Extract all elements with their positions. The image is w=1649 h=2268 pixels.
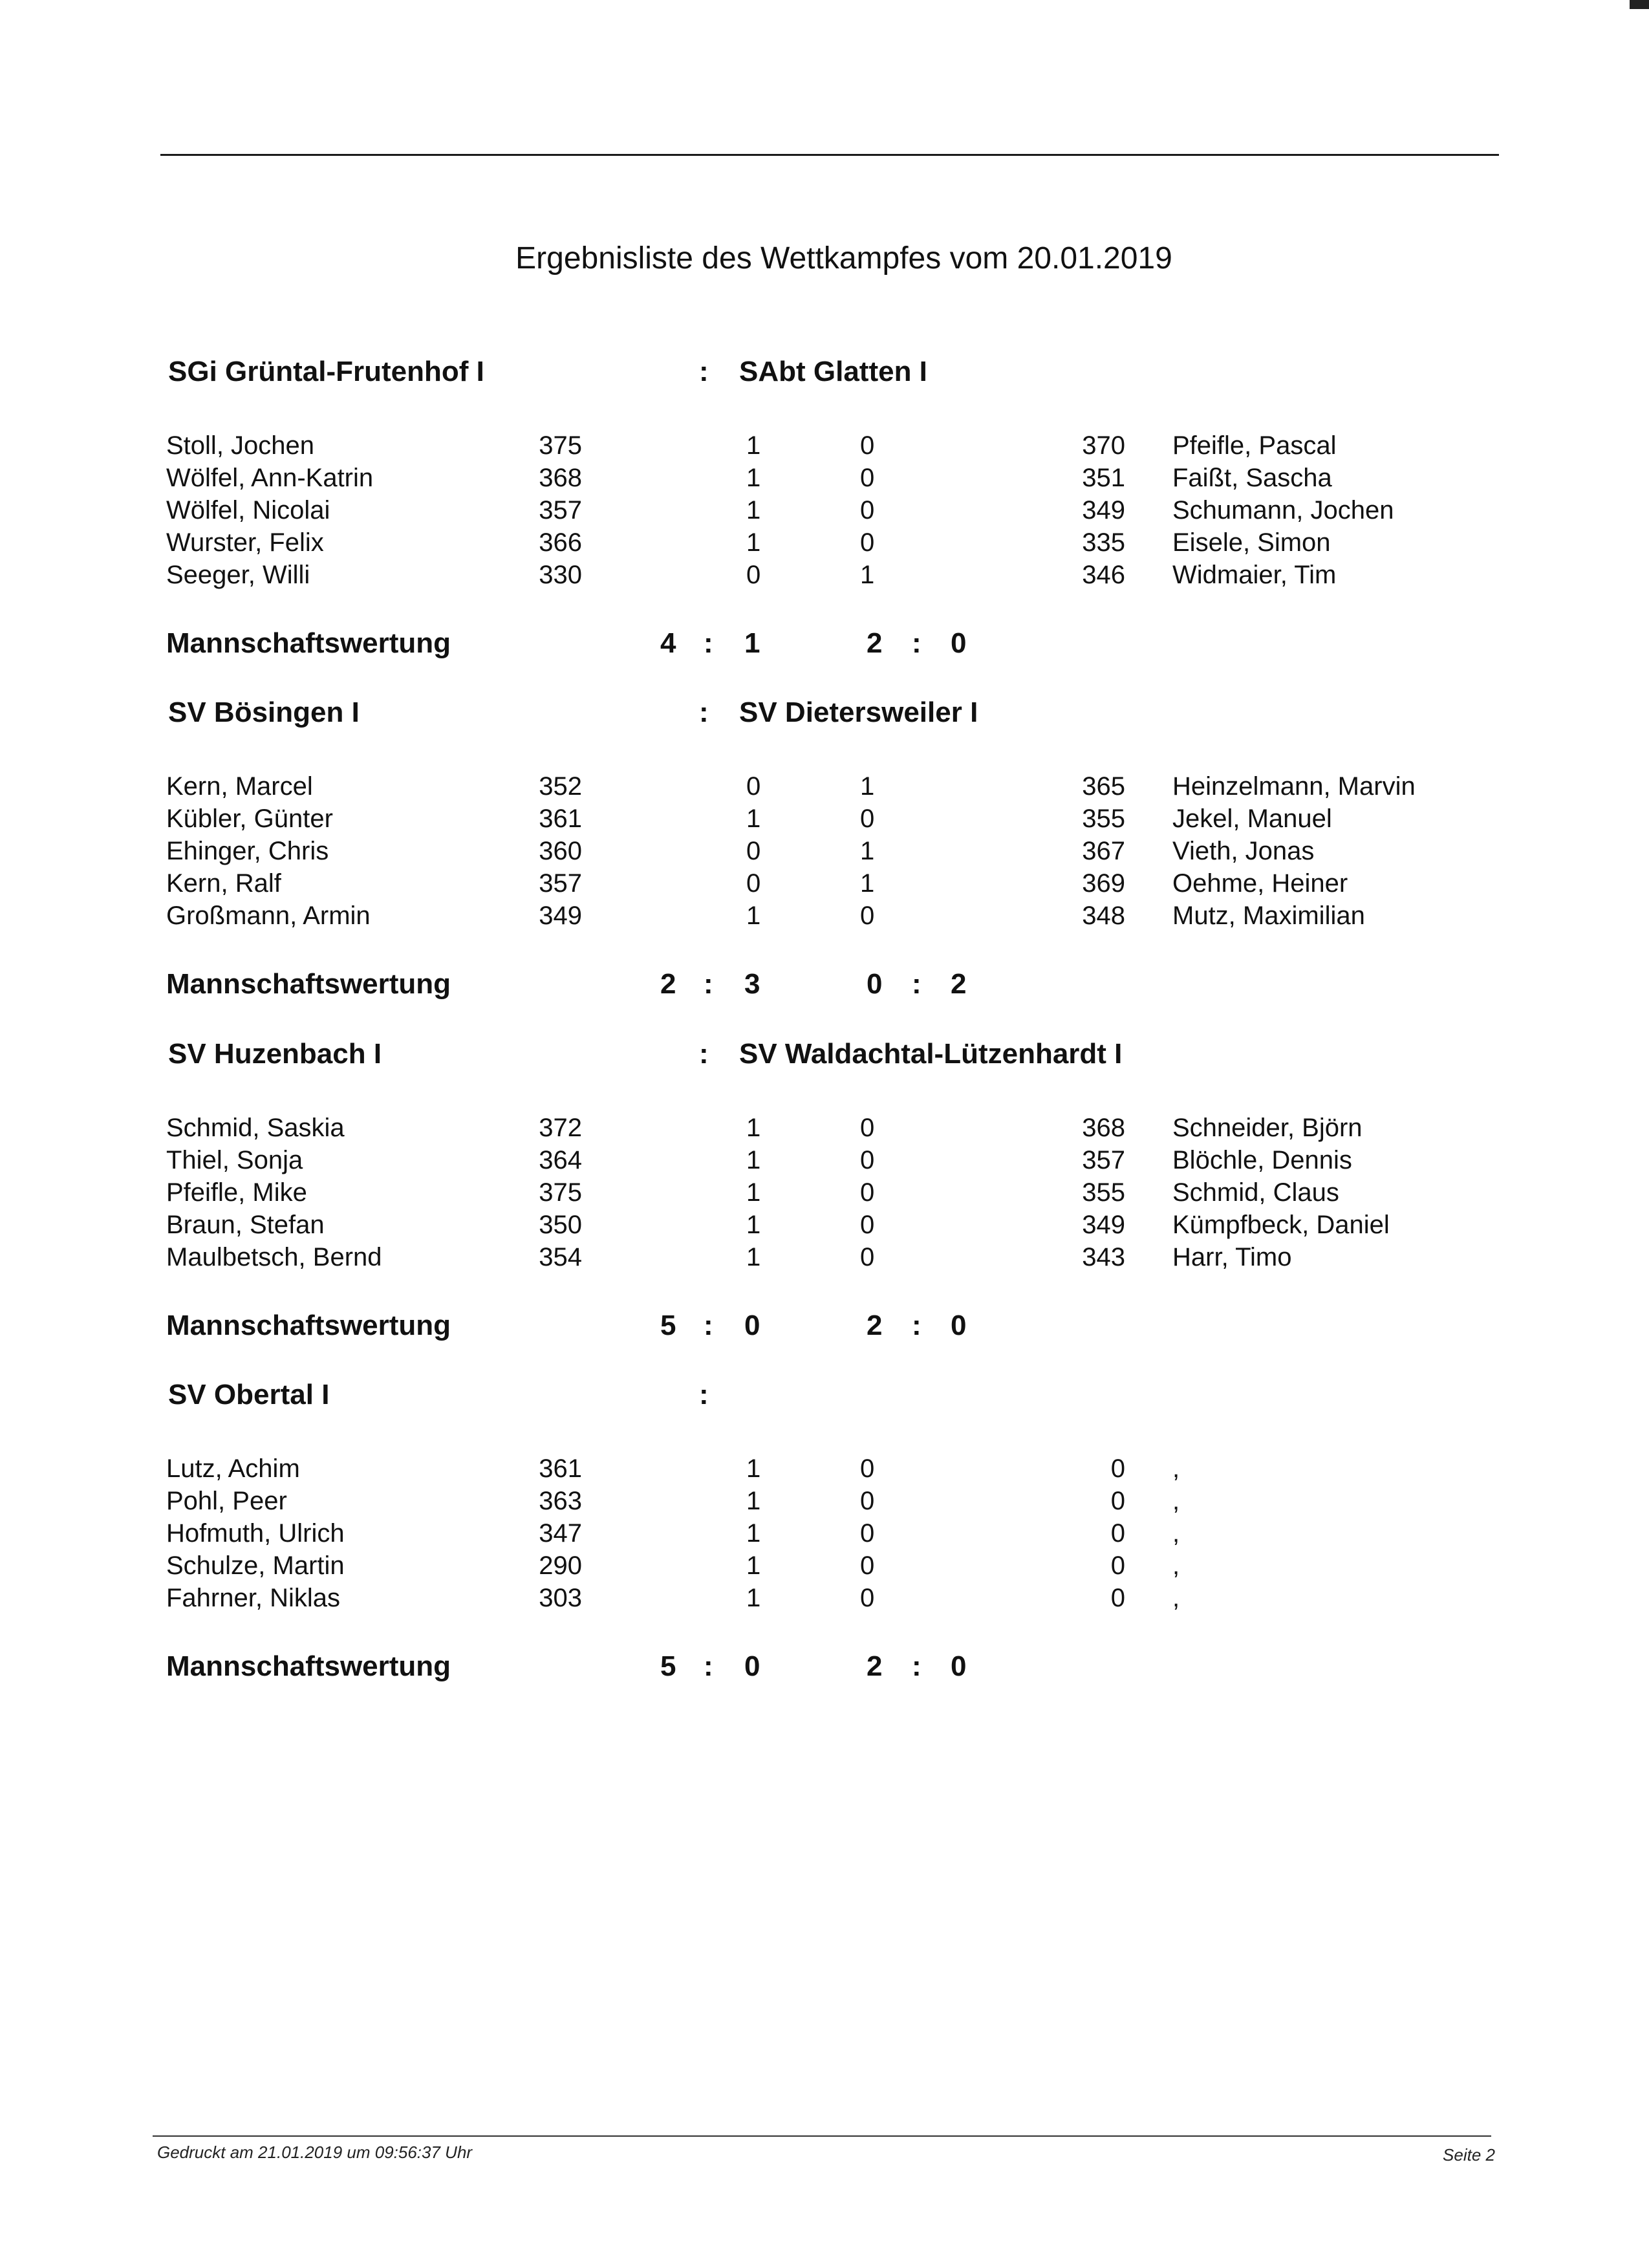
away-shooter-name: Pfeifle, Pascal — [1172, 431, 1337, 460]
home-shooter-score: 290 — [539, 1551, 582, 1580]
match-separator: : — [699, 1038, 709, 1070]
away-shooter-point: 0 — [860, 1519, 875, 1548]
team-score-label: Mannschaftswertung — [166, 1650, 451, 1682]
home-team-name: SGi Grüntal-Frutenhof I — [168, 356, 484, 387]
home-shooter-name: Kübler, Günter — [166, 805, 333, 833]
home-shooter-name: Wölfel, Nicolai — [166, 496, 330, 524]
home-shooter-point: 1 — [746, 805, 761, 833]
team-score-label: Mannschaftswertung — [166, 1310, 451, 1341]
home-shooter-name: Lutz, Achim — [166, 1454, 300, 1483]
home-shooter-point: 1 — [746, 1454, 761, 1483]
home-shooter-score: 354 — [539, 1243, 582, 1271]
team-score-label: Mannschaftswertung — [166, 627, 451, 659]
home-team-points: 5 — [660, 1310, 676, 1341]
away-shooter-name: Schumann, Jochen — [1172, 496, 1394, 524]
away-shooter-point: 0 — [860, 1146, 875, 1174]
home-shooter-score: 375 — [539, 431, 582, 460]
home-shooter-name: Stoll, Jochen — [166, 431, 315, 460]
home-shooter-name: Kern, Marcel — [166, 772, 313, 801]
away-shooter-name: Schneider, Björn — [1172, 1114, 1363, 1142]
away-shooter-point: 0 — [860, 496, 875, 524]
match-separator: : — [699, 1379, 709, 1410]
home-shooter-point: 1 — [746, 464, 761, 492]
away-shooter-score: 335 — [1082, 528, 1125, 557]
home-shooter-name: Wurster, Felix — [166, 528, 324, 557]
away-shooter-point: 0 — [860, 1114, 875, 1142]
team-score-label: Mannschaftswertung — [166, 968, 451, 1000]
away-shooter-score: 357 — [1082, 1146, 1125, 1174]
home-shooter-score: 303 — [539, 1584, 582, 1612]
home-shooter-score: 372 — [539, 1114, 582, 1142]
home-shooter-point: 1 — [746, 1211, 761, 1239]
home-shooter-point: 1 — [746, 1114, 761, 1142]
home-shooter-score: 330 — [539, 561, 582, 589]
away-shooter-score: 0 — [1110, 1519, 1125, 1548]
away-shooter-name: , — [1172, 1519, 1180, 1548]
away-team-name: SAbt Glatten I — [739, 356, 927, 387]
points-separator: : — [704, 627, 713, 659]
away-shooter-score: 343 — [1082, 1243, 1125, 1271]
points-separator: : — [704, 968, 713, 1000]
home-match-points: 2 — [867, 1310, 883, 1341]
footer-rule — [153, 2135, 1491, 2137]
home-shooter-point: 0 — [746, 837, 761, 865]
away-shooter-name: Jekel, Manuel — [1172, 805, 1332, 833]
home-shooter-score: 350 — [539, 1211, 582, 1239]
home-shooter-score: 361 — [539, 1454, 582, 1483]
away-team-points: 1 — [744, 627, 760, 659]
away-shooter-score: 355 — [1082, 1178, 1125, 1207]
away-shooter-name: , — [1172, 1584, 1180, 1612]
away-shooter-point: 0 — [860, 1584, 875, 1612]
home-shooter-score: 364 — [539, 1146, 582, 1174]
home-shooter-score: 349 — [539, 902, 582, 930]
away-shooter-name: Schmid, Claus — [1172, 1178, 1339, 1207]
home-match-points: 2 — [867, 1650, 883, 1682]
home-shooter-score: 363 — [539, 1487, 582, 1515]
away-shooter-point: 1 — [860, 772, 875, 801]
home-team-name: SV Bösingen I — [168, 697, 360, 728]
home-shooter-name: Schmid, Saskia — [166, 1114, 345, 1142]
away-match-points: 0 — [951, 1310, 967, 1341]
away-team-points: 0 — [744, 1650, 760, 1682]
home-shooter-point: 1 — [746, 496, 761, 524]
away-shooter-score: 365 — [1082, 772, 1125, 801]
away-shooter-point: 0 — [860, 1454, 875, 1483]
away-shooter-point: 1 — [860, 869, 875, 898]
home-team-points: 4 — [660, 627, 676, 659]
home-shooter-point: 0 — [746, 772, 761, 801]
home-shooter-name: Wölfel, Ann-Katrin — [166, 464, 374, 492]
away-shooter-point: 0 — [860, 1487, 875, 1515]
away-shooter-score: 355 — [1082, 805, 1125, 833]
home-shooter-name: Pfeifle, Mike — [166, 1178, 307, 1207]
away-shooter-name: Heinzelmann, Marvin — [1172, 772, 1416, 801]
home-shooter-score: 357 — [539, 496, 582, 524]
home-shooter-score: 360 — [539, 837, 582, 865]
away-shooter-point: 0 — [860, 1211, 875, 1239]
home-shooter-name: Schulze, Martin — [166, 1551, 345, 1580]
away-shooter-score: 349 — [1082, 496, 1125, 524]
away-shooter-score: 346 — [1082, 561, 1125, 589]
match-points-separator: : — [912, 1650, 921, 1682]
match-separator: : — [699, 356, 709, 387]
home-shooter-name: Thiel, Sonja — [166, 1146, 303, 1174]
home-shooter-point: 0 — [746, 869, 761, 898]
home-shooter-name: Kern, Ralf — [166, 869, 281, 898]
home-shooter-point: 1 — [746, 1519, 761, 1548]
away-shooter-point: 0 — [860, 902, 875, 930]
away-shooter-name: Blöchle, Dennis — [1172, 1146, 1352, 1174]
home-shooter-name: Fahrner, Niklas — [166, 1584, 340, 1612]
away-match-points: 0 — [951, 627, 967, 659]
away-shooter-name: Vieth, Jonas — [1172, 837, 1315, 865]
points-separator: : — [704, 1650, 713, 1682]
away-shooter-name: , — [1172, 1487, 1180, 1515]
away-shooter-score: 0 — [1110, 1487, 1125, 1515]
match-separator: : — [699, 697, 709, 728]
home-shooter-point: 1 — [746, 431, 761, 460]
away-shooter-name: Faißt, Sascha — [1172, 464, 1332, 492]
away-shooter-point: 0 — [860, 1243, 875, 1271]
away-shooter-score: 368 — [1082, 1114, 1125, 1142]
home-shooter-score: 347 — [539, 1519, 582, 1548]
away-shooter-point: 1 — [860, 561, 875, 589]
home-shooter-name: Maulbetsch, Bernd — [166, 1243, 382, 1271]
home-shooter-point: 1 — [746, 1487, 761, 1515]
home-team-points: 2 — [660, 968, 676, 1000]
home-team-name: SV Obertal I — [168, 1379, 330, 1410]
away-shooter-name: , — [1172, 1454, 1180, 1483]
away-shooter-name: Widmaier, Tim — [1172, 561, 1337, 589]
home-shooter-point: 1 — [746, 1146, 761, 1174]
home-shooter-name: Pohl, Peer — [166, 1487, 287, 1515]
home-shooter-point: 1 — [746, 528, 761, 557]
away-shooter-score: 0 — [1110, 1584, 1125, 1612]
away-shooter-point: 0 — [860, 464, 875, 492]
home-shooter-score: 368 — [539, 464, 582, 492]
away-shooter-name: Kümpfbeck, Daniel — [1172, 1211, 1390, 1239]
away-team-name: SV Waldachtal-Lützenhardt I — [739, 1038, 1123, 1070]
away-team-points: 0 — [744, 1310, 760, 1341]
home-team-points: 5 — [660, 1650, 676, 1682]
home-shooter-score: 361 — [539, 805, 582, 833]
away-match-points: 0 — [951, 1650, 967, 1682]
away-shooter-point: 0 — [860, 431, 875, 460]
away-shooter-name: Mutz, Maximilian — [1172, 902, 1365, 930]
home-shooter-name: Hofmuth, Ulrich — [166, 1519, 345, 1548]
scan-edge-mark — [1630, 0, 1649, 9]
home-shooter-name: Ehinger, Chris — [166, 837, 329, 865]
match-points-separator: : — [912, 968, 921, 1000]
away-shooter-point: 0 — [860, 1178, 875, 1207]
home-shooter-score: 352 — [539, 772, 582, 801]
home-match-points: 0 — [867, 968, 883, 1000]
header-rule — [160, 154, 1499, 156]
home-shooter-point: 1 — [746, 1243, 761, 1271]
home-shooter-score: 357 — [539, 869, 582, 898]
away-shooter-point: 1 — [860, 837, 875, 865]
away-shooter-name: , — [1172, 1551, 1180, 1580]
away-shooter-name: Harr, Timo — [1172, 1243, 1292, 1271]
page-number: Seite 2 — [1443, 2145, 1495, 2165]
match-points-separator: : — [912, 627, 921, 659]
away-shooter-name: Oehme, Heiner — [1172, 869, 1348, 898]
away-shooter-score: 351 — [1082, 464, 1125, 492]
home-shooter-point: 0 — [746, 561, 761, 589]
home-team-name: SV Huzenbach I — [168, 1038, 382, 1070]
match-points-separator: : — [912, 1310, 921, 1341]
home-shooter-point: 1 — [746, 1178, 761, 1207]
points-separator: : — [704, 1310, 713, 1341]
away-shooter-point: 0 — [860, 528, 875, 557]
away-team-name: SV Dietersweiler I — [739, 697, 978, 728]
away-shooter-score: 348 — [1082, 902, 1125, 930]
away-shooter-score: 369 — [1082, 869, 1125, 898]
away-shooter-name: Eisele, Simon — [1172, 528, 1331, 557]
home-shooter-name: Großmann, Armin — [166, 902, 371, 930]
home-shooter-score: 366 — [539, 528, 582, 557]
home-shooter-point: 1 — [746, 1551, 761, 1580]
away-team-points: 3 — [744, 968, 760, 1000]
away-shooter-score: 0 — [1110, 1551, 1125, 1580]
home-shooter-point: 1 — [746, 902, 761, 930]
away-shooter-score: 367 — [1082, 837, 1125, 865]
away-shooter-score: 0 — [1110, 1454, 1125, 1483]
away-shooter-score: 349 — [1082, 1211, 1125, 1239]
away-shooter-point: 0 — [860, 805, 875, 833]
away-match-points: 2 — [951, 968, 967, 1000]
page-title: Ergebnisliste des Wettkampfes vom 20.01.2019 — [515, 241, 1172, 275]
print-timestamp: Gedruckt am 21.01.2019 um 09:56:37 Uhr — [157, 2143, 473, 2162]
home-shooter-score: 375 — [539, 1178, 582, 1207]
home-shooter-name: Seeger, Willi — [166, 561, 310, 589]
home-shooter-name: Braun, Stefan — [166, 1211, 325, 1239]
away-shooter-score: 370 — [1082, 431, 1125, 460]
home-match-points: 2 — [867, 627, 883, 659]
away-shooter-point: 0 — [860, 1551, 875, 1580]
home-shooter-point: 1 — [746, 1584, 761, 1612]
